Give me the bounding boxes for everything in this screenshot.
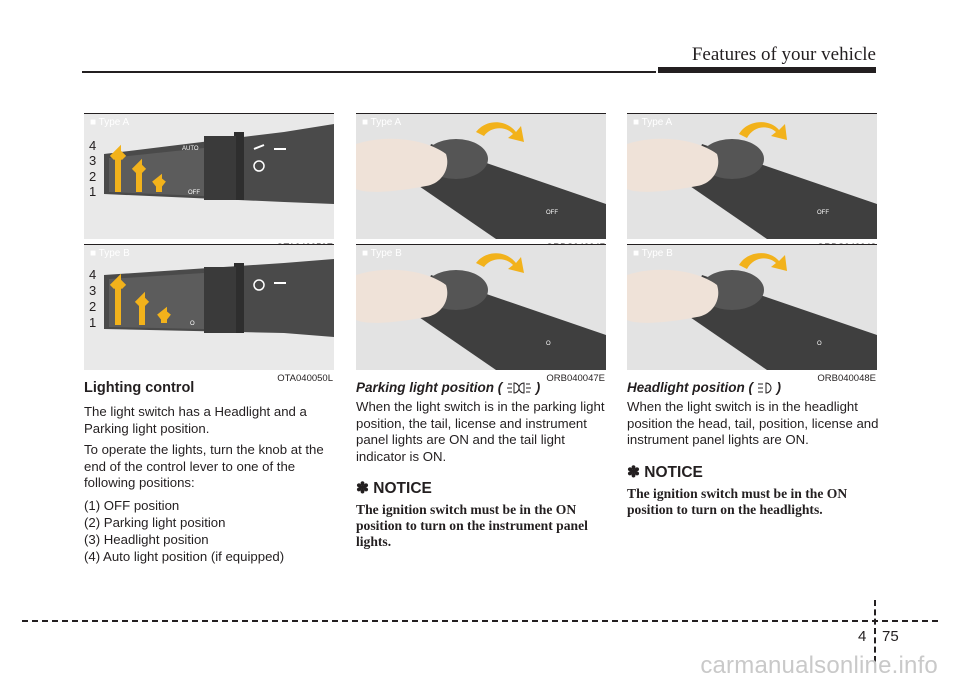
position-number: 4 [89, 267, 97, 282]
figure-parking-type-b [356, 244, 606, 384]
headlight-icon [757, 381, 773, 395]
notice-title: ✽ NOTICE [356, 480, 432, 498]
chapter-number: 4 [858, 628, 867, 645]
paragraph: When the light switch is in the parking light position, the tail, license and instrument panel lights are ON and the tail light indicator is ON. [356, 399, 605, 464]
heading-text: Headlight position ( [627, 380, 753, 395]
list-item: (4) Auto light position (if equipped) [84, 548, 285, 564]
lever-switch-illustration [84, 114, 334, 239]
figure-parking-type-a [356, 113, 606, 239]
hand-turning-knob-illustration [356, 245, 606, 370]
lever-label-o: O [190, 321, 195, 327]
figure-type-label: ■ Type A [633, 117, 673, 128]
header-rule [82, 71, 656, 73]
header-rule-accent [658, 67, 876, 73]
position-number: 3 [89, 283, 97, 298]
lever-label-off: OFF [188, 190, 200, 196]
list-item: (2) Parking light position [84, 514, 226, 530]
watermark: carmanualsonline.info [700, 652, 938, 679]
lever-label-off: OFF [817, 210, 829, 216]
lever-label-o: O [817, 341, 822, 347]
figure-type-label: ■ Type B [362, 248, 402, 259]
figure-code: ORB040047E [546, 373, 605, 384]
footer-rule [22, 620, 938, 622]
column-parking-light [356, 380, 608, 550]
figure-lever-type-a [84, 113, 334, 239]
position-number: 1 [89, 184, 97, 199]
position-number: 1 [89, 315, 97, 330]
figure-code: ORB040048E [817, 373, 876, 384]
figure-type-label: ■ Type B [90, 248, 130, 259]
figure-type-label: ■ Type A [362, 117, 402, 128]
figure-type-label: ■ Type A [90, 117, 130, 128]
notice-body: The ignition switch must be in the ON position to turn on the headlights. [627, 485, 848, 517]
paragraph: To operate the lights, turn the knob at the end of the control lever to one of the following positions: [84, 442, 324, 491]
position-number: 2 [89, 169, 97, 184]
heading-text: Parking light position ( [356, 380, 503, 395]
lever-switch-illustration [84, 245, 334, 370]
hand-turning-knob-illustration [627, 114, 877, 239]
list-item: (1) OFF position [84, 497, 180, 513]
column-headlight [627, 380, 879, 518]
lever-label-auto: AUTO [182, 146, 199, 152]
section-heading [627, 380, 879, 395]
parking-light-icon [506, 381, 532, 395]
section-heading [356, 380, 608, 395]
header-title: Features of your vehicle [691, 44, 876, 65]
lever-label-o: O [546, 341, 551, 347]
list-item: (3) Headlight position [84, 531, 209, 547]
heading-text: ) [535, 380, 541, 395]
paragraph: When the light switch is in the headlight position the head, tail, position, license and instrument panel lights are ON. [627, 399, 879, 448]
position-number: 3 [89, 153, 97, 168]
position-number: 4 [89, 138, 97, 153]
hand-turning-knob-illustration [627, 245, 877, 370]
column-lighting-control [84, 380, 336, 565]
figure-headlight-type-a [627, 113, 877, 239]
notice-body: The ignition switch must be in the ON position to turn on the instrument panel lights. [356, 502, 588, 550]
figure-code: OTA040050L [277, 373, 333, 384]
lever-label-off: OFF [546, 210, 558, 216]
figure-lever-type-b [84, 244, 334, 384]
position-number: 2 [89, 299, 97, 314]
hand-turning-knob-illustration [356, 114, 606, 239]
figure-type-label: ■ Type B [633, 248, 673, 259]
paragraph: The light switch has a Headlight and a Parking light position. [84, 404, 307, 436]
heading-text: ) [776, 380, 782, 395]
section-heading: Lighting control [84, 380, 195, 396]
figure-headlight-type-b [627, 244, 877, 384]
notice-title: ✽ NOTICE [627, 463, 703, 481]
page-number: 75 [882, 628, 899, 645]
